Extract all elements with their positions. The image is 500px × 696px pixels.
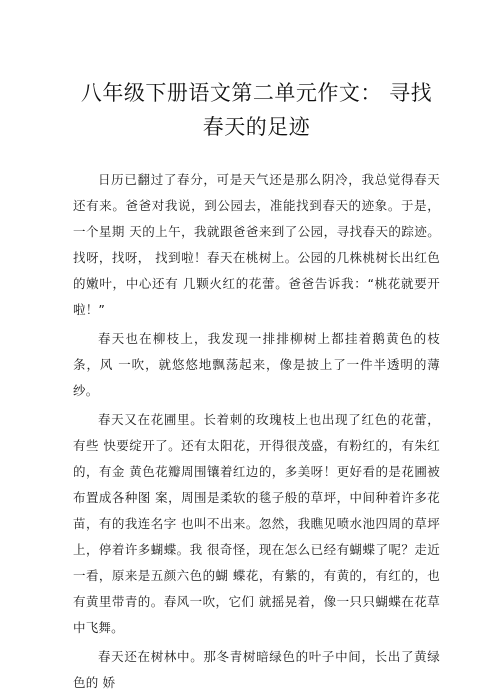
document-page [0, 76, 500, 690]
paragraph-3: 春天又在花圃里。长着刺的玫瑰枝上也出现了红色的花蕾，有些 快要绽开了。还有太阳花，开得很茂盛，有粉红的，有朱红的，有金 黄色花瓣周围镶着红边的，多美呀！更好看的是花圃被布置成各种图 案，周围是柔软的毯子般的草坪，中间种着许多花苗，有的我连名字 也叫不出来。忽然，我瞧见喷水池四周的草坪上，停着许多蝴蝶。我 很奇怪，现在怎么已经有蝴蝶了呢？走近一看，原来是五颜六色的蝴 蝶花，有紫的，有黄的，有红的，也有黄里带青的。春风一吹，它们 就摇晃着，像一只只蝴蝶在花草中飞舞。 [73, 412, 440, 635]
paragraph-1: 日历已翻过了春分，可是天气还是那么阴冷，我总觉得春天还有来。爸爸对我说，到公园去，准能找到春天的迹象。于是，一个星期 天的上午，我就跟爸爸来到了公园，寻找春天的踪迹。找呀，找呀， 找到啦！春天在桃树上。公园的几株桃树长出红色的嫩叶，中心还有 几颗火红的花蕾。爸爸告诉我：“桃花就要开啦！” [73, 172, 440, 317]
document-title: 八年级下册语文第二单元作文： 寻找春天的足迹 [80, 81, 433, 139]
paragraph-2: 春天也在柳枝上，我发现一排排柳树上都挂着鹅黄色的枝条，风 一吹，就悠悠地飘荡起来，像是披上了一件半透明的薄纱。 [73, 331, 440, 398]
paragraph-4: 春天还在树林中。那冬青树暗绿色的叶子中间，长出了黄绿色的 娇 [73, 649, 440, 690]
document-body [73, 167, 440, 696]
